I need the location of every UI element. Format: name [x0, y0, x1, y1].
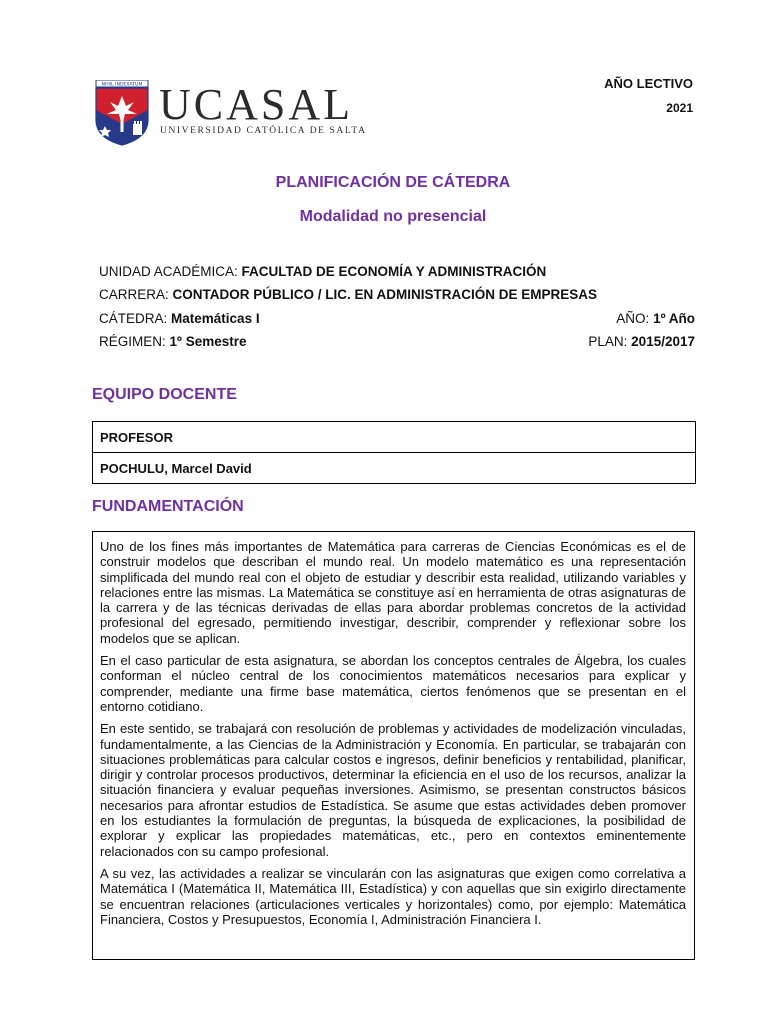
- fundamentacion-box: [92, 531, 695, 960]
- team-member-name: POCHULU, Marcel David: [93, 452, 695, 483]
- info-catedra: [99, 311, 695, 327]
- shield-motto: NIHIL INDEXATUM: [101, 82, 143, 88]
- ucasal-logo: [93, 80, 367, 146]
- anio-value: 1º Año: [653, 311, 695, 326]
- academic-year-value: 2021: [666, 101, 693, 115]
- info-unidad: [99, 264, 695, 280]
- team-table: [92, 421, 696, 484]
- fundamentacion-paragraph: A su vez, las actividades a realizar se vincularán con las asignaturas que exigen como correlativa a Matemática I (Matemática II, Matemática III, Estadística) y con aquellas que sin exigirlo directamente se encuentran relaciones (articulaciones verticales y horizontales) como, por ejemplo: Matemática Financiera, Costos y Presupuestos, Economía I, Administración Financiera I.: [100, 865, 686, 927]
- plan-label: PLAN:: [588, 334, 628, 349]
- regimen-value: 1º Semestre: [169, 334, 247, 349]
- logo-wordmark: UCASAL: [159, 80, 354, 129]
- academic-year-label: AÑO LECTIVO: [604, 76, 693, 91]
- info-carrera: [99, 287, 695, 303]
- carrera-value: CONTADOR PÚBLICO / LIC. EN ADMINISTRACIÓN DE EMPRESAS: [172, 287, 598, 302]
- fundamentacion-paragraph: En este sentido, se trabajará con resolución de problemas y actividades de modelización vinculadas, fundamentalmente, a las Ciencias de la Administración y Economía. En particular, se trabajarán con situaciones problemáticas para calcular costos e ingresos, definir beneficios y rentabilidad, planificar, dirigir y controlar procesos productivos, determinar la eficiencia en el uso de los recursos, analizar la situación financiera y evaluar pequeñas inversiones. Asimismo, se presentan constructos básicos necesarios para afrontar estudios de Estadística. Se asume que estas actividades deben promover en los estudiantes la formulación de preguntas, la búsqueda de explicaciones, la posibilidad de explorar y explicar las propiedades matemáticas, etc., pero en contextos eminentemente relacionados con su campo profesional.: [100, 721, 686, 859]
- carrera-label: CARRERA:: [99, 287, 169, 302]
- catedra-value: Matemáticas I: [171, 311, 260, 326]
- anio-label: AÑO:: [616, 311, 650, 326]
- academic-year: [604, 76, 693, 116]
- section-heading-equipo: EQUIPO DOCENTE: [92, 386, 237, 403]
- plan-value: 2015/2017: [631, 334, 695, 349]
- page-subtitle: Modalidad no presencial: [299, 208, 487, 225]
- catedra-label: CÁTEDRA:: [99, 311, 168, 326]
- info-plan: [588, 334, 695, 350]
- section-heading-fundamentacion: FUNDAMENTACIÓN: [92, 498, 244, 515]
- fundamentacion-paragraph: Uno de los fines más importantes de Matemática para carreras de Ciencias Económicas es el de construir modelos que describan el mundo real. Un modelo matemático es una representación simplificada del mundo real con el objeto de estudiar y describir esta realidad, utilizando variables y relaciones entre las mismas. La Matemática se constituye así en herramienta de otras asignaturas de la carrera y de las técnicas derivadas de ellas para abordar problemas concretos de la actividad profesional del egresado, permitiendo investigar, describir, comprender y reflexionar sobre los modelos que se aplican.: [100, 539, 686, 646]
- info-anio: [616, 311, 695, 327]
- ucasal-shield-icon: [93, 80, 151, 146]
- team-role: PROFESOR: [100, 429, 173, 445]
- fundamentacion-paragraph: En el caso particular de esta asignatura, se abordan los conceptos centrales de Álgebra, los cuales conforman el núcleo central de los conocimientos matemáticos necesarios para explicar y comprender, mediante una firme base matemática, ciertos fenómenos que se presentan en el entorno cotidiano.: [100, 653, 686, 714]
- regimen-label: RÉGIMEN:: [99, 334, 166, 349]
- unidad-label: UNIDAD ACADÉMICA:: [99, 264, 238, 279]
- info-regimen: [99, 334, 695, 350]
- unidad-value: FACULTAD DE ECONOMÍA Y ADMINISTRACIÓN: [241, 264, 547, 279]
- page-title: PLANIFICACIÓN DE CÁTEDRA: [275, 174, 511, 191]
- logo-subtitle: UNIVERSIDAD CATÓLICA DE SALTA: [160, 126, 367, 136]
